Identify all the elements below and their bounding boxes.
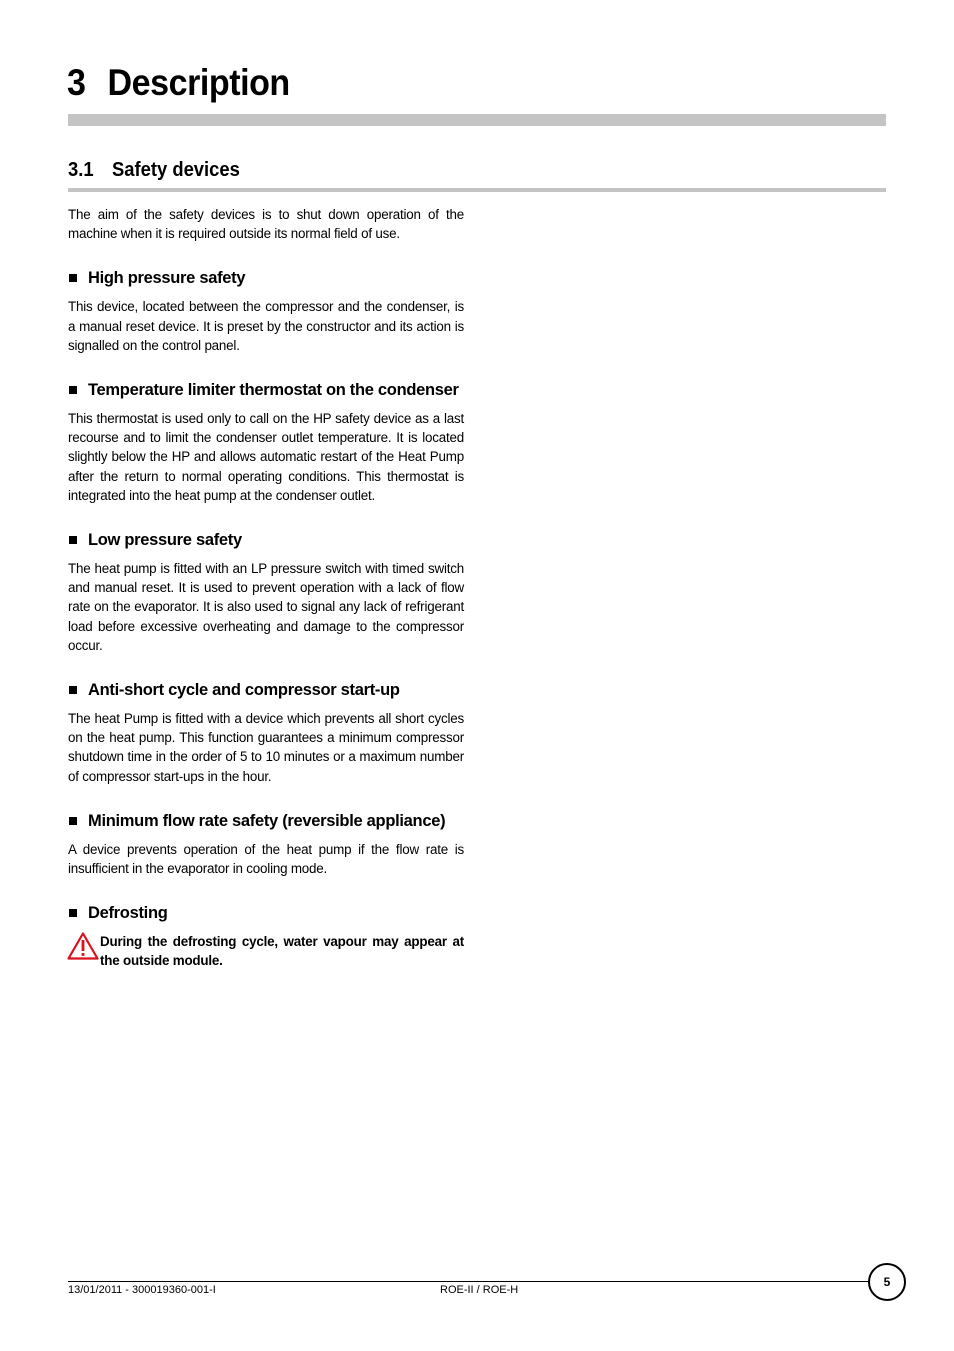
chapter-divider bbox=[68, 114, 886, 126]
subheading-text: High pressure safety bbox=[88, 269, 246, 288]
subheading-high-pressure bbox=[68, 269, 464, 288]
warning-triangle-icon bbox=[67, 932, 99, 960]
subheading-text: Anti-short cycle and compressor start-up bbox=[88, 681, 400, 700]
page-number bbox=[868, 1263, 906, 1301]
subheading-text: Defrosting bbox=[88, 904, 168, 923]
chapter-title bbox=[67, 62, 290, 104]
section-number: 3.1 bbox=[68, 159, 94, 181]
chapter-title-text: Description bbox=[107, 62, 290, 103]
square-bullet-icon bbox=[69, 386, 77, 394]
section-divider bbox=[68, 188, 886, 192]
subheading-anti-short-cycle bbox=[68, 681, 464, 700]
paragraph-anti-short-cycle: The heat Pump is fitted with a device which prevents all short cycles on the heat pump. This function guarantees a minimum compressor shutdown time in the order of 5 to 10 minutes or a maximum number of compressor start-ups in the hour. bbox=[68, 711, 464, 784]
warning-text: During the defrosting cycle, water vapour may appear at the outside module. bbox=[100, 934, 464, 969]
content-column bbox=[68, 205, 464, 971]
square-bullet-icon bbox=[69, 274, 77, 282]
square-bullet-icon bbox=[69, 686, 77, 694]
page-number-text: 5 bbox=[883, 1275, 891, 1289]
subheading-low-pressure bbox=[68, 531, 464, 550]
paragraph-temperature-limiter: This thermostat is used only to call on the HP safety device as a last recourse and to limit the condenser outlet temperature. It is located slightly below the HP and allows automatic restart of the Heat Pump after the return to normal operating conditions. This thermostat is integrated into the heat pump at the condenser outlet. bbox=[68, 411, 464, 503]
paragraph-high-pressure: This device, located between the compressor and the condenser, is a manual reset device. It is preset by the constructor and its action is signalled on the control panel. bbox=[68, 299, 464, 353]
paragraph-minimum-flow: A device prevents operation of the heat pump if the flow rate is insufficient in the evaporator in cooling mode. bbox=[68, 841, 464, 877]
warning-note bbox=[68, 932, 464, 970]
footer-model: ROE-II / ROE-H bbox=[440, 1284, 519, 1296]
subheading-defrosting bbox=[68, 904, 464, 923]
section-title bbox=[68, 159, 240, 182]
section-title-text: Safety devices bbox=[111, 159, 240, 181]
intro-paragraph: The aim of the safety devices is to shut down operation of the machine when it is required outside its normal field of use. bbox=[68, 207, 464, 242]
subheading-text: Minimum flow rate safety (reversible appliance) bbox=[88, 811, 446, 830]
square-bullet-icon bbox=[69, 909, 77, 917]
square-bullet-icon bbox=[69, 536, 77, 544]
subheading-minimum-flow bbox=[68, 812, 464, 831]
subheading-text: Low pressure safety bbox=[88, 531, 242, 550]
footer-document-reference: 13/01/2011 - 300019360-001-I bbox=[68, 1284, 216, 1296]
chapter-number: 3 bbox=[67, 62, 86, 103]
square-bullet-icon bbox=[69, 817, 77, 825]
paragraph-low-pressure: The heat pump is fitted with an LP pressure switch with timed switch and manual reset. It is used to prevent operation with a lack of flow rate on the evaporator. It is also used to signal any lack of refrigerant load before excessive overheating and damage to the compressor occur. bbox=[68, 561, 464, 653]
subheading-text: Temperature limiter thermostat on the condenser bbox=[88, 381, 459, 400]
subheading-temperature-limiter bbox=[68, 381, 464, 400]
footer-divider bbox=[68, 1281, 870, 1282]
